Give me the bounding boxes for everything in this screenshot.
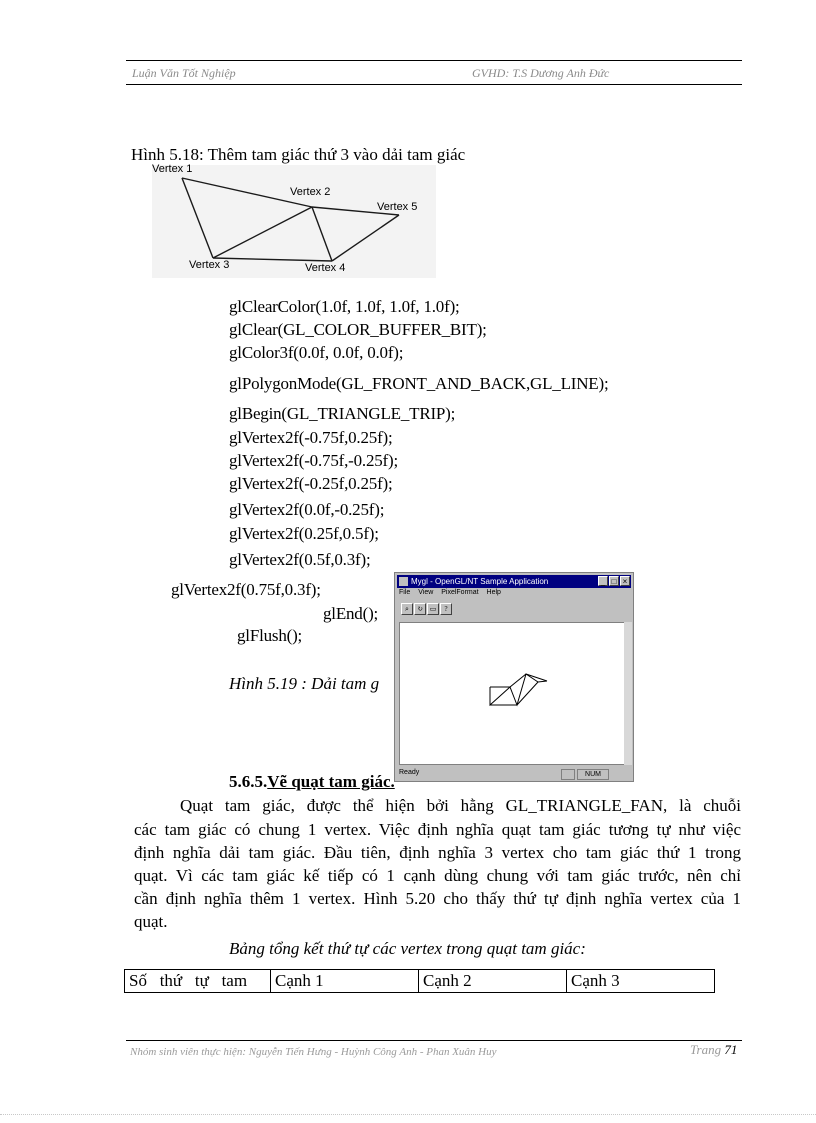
menu-pixelformat: PixelFormat (441, 589, 479, 596)
menu-file: File (399, 589, 411, 596)
figure-518-diagram (152, 165, 436, 278)
help-icon: ? (440, 603, 452, 615)
close-icon: × (620, 576, 630, 586)
table-caption: Bảng tổng kết thứ tự các vertex trong quạt tam giác: (229, 939, 586, 958)
menu-view: View (418, 589, 434, 596)
table-header-cell: Cạnh 2 (419, 970, 567, 993)
code-line: glVertex2f(0.5f,0.3f); (229, 550, 371, 569)
status-num: NUM (577, 769, 609, 780)
figure-518-caption: Hình 5.18: Thêm tam giác thứ 3 vào dải tam giác (131, 145, 466, 164)
code-line: glFlush(); (237, 626, 303, 645)
header-bottom-rule (126, 84, 742, 85)
page-bottom-border (0, 1114, 816, 1115)
window-menu-bar (399, 589, 507, 596)
vertex-1-label: Vertex 1 (152, 163, 193, 175)
section-number: 5.6.5. (229, 772, 268, 791)
fullscreen-icon: ▭ (427, 603, 439, 615)
code-line: glVertex2f(-0.75f,-0.25f); (229, 451, 398, 470)
page-number: 71 (724, 1042, 738, 1057)
table-header-cell: Cạnh 1 (271, 970, 419, 993)
paragraph-line: quạt. (134, 912, 168, 931)
maximize-icon: □ (609, 576, 619, 586)
window-title: Mygl - OpenGL/NT Sample Application (411, 577, 549, 586)
code-line: glVertex2f(0.25f,0.5f); (229, 524, 379, 543)
vertex-2-label: Vertex 2 (290, 186, 331, 198)
table-header-cell: Cạnh 3 (567, 970, 715, 993)
footer-rule (126, 1040, 742, 1041)
code-line: glBegin(GL_TRIANGLE_TRIP); (229, 404, 456, 423)
page-label: Trang (690, 1042, 722, 1057)
paragraph-line: Quạt tam giác, được thể hiện bởi hằng GL_TRIANGLE_FAN, là chuỗi (180, 796, 741, 815)
window-title-bar (397, 575, 631, 588)
section-heading (229, 772, 395, 792)
paragraph-line: cần định nghĩa thêm 1 vertex. Hình 5.20 cho thấy thứ tự định nghĩa vertex của 1 (134, 889, 741, 908)
code-line: glClear(GL_COLOR_BUFFER_BIT); (229, 320, 487, 339)
paragraph-line: các tam giác có chung 1 vertex. Việc định nghĩa quạt tam giác tương tự như việc (134, 820, 741, 839)
vertex-5-label: Vertex 5 (377, 201, 418, 213)
header-left: Luận Văn Tốt Nghiệp (132, 66, 236, 80)
code-line: glVertex2f(0.75f,0.3f); (171, 580, 321, 599)
vertex-4-label: Vertex 4 (305, 262, 346, 274)
header-right: GVHD: T.S Dương Anh Đức (472, 66, 610, 80)
minimize-icon: _ (598, 576, 608, 586)
rotate-icon: ↻ (414, 603, 426, 615)
footer-page (690, 1042, 737, 1058)
paragraph-line: định nghĩa dải tam giác. Đầu tiên, định nghĩa 3 vertex cho tam giác thứ 1 trong (134, 843, 741, 862)
zoom-icon: ⌕ (401, 603, 413, 615)
section-title: Vẽ quạt tam giác. (267, 772, 395, 791)
vertex-order-table (124, 969, 715, 993)
status-cell (561, 769, 575, 780)
footer-left: Nhóm sinh viên thực hiện: Nguyễn Tiến Hưng - Huỳnh Công Anh - Phan Xuân Huy (130, 1046, 497, 1058)
code-line: glVertex2f(0.0f,-0.25f); (229, 500, 385, 519)
figure-519-caption: Hình 5.19 : Dải tam g (229, 674, 380, 693)
code-line: glColor3f(0.0f, 0.0f, 0.0f); (229, 343, 404, 362)
menu-help: Help (486, 589, 501, 596)
code-line: glVertex2f(-0.25f,0.25f); (229, 474, 393, 493)
triangle-strip-drawing (490, 674, 547, 705)
window-scrollbar (624, 622, 632, 765)
window-status-bar (397, 769, 631, 780)
paragraph-line: quạt. Vì các tam giác kế tiếp có 1 cạnh dùng chung với tam giác trước, nên chỉ (134, 866, 741, 885)
opengl-render-area (399, 622, 628, 765)
code-line: glVertex2f(-0.75f,0.25f); (229, 428, 393, 447)
app-window-screenshot (394, 572, 634, 782)
header-top-rule (126, 60, 742, 61)
app-icon (399, 577, 408, 586)
table-header-cell: Số thứ tự tam (125, 970, 271, 993)
code-line: glPolygonMode(GL_FRONT_AND_BACK,GL_LINE); (229, 374, 609, 393)
code-line: glClearColor(1.0f, 1.0f, 1.0f, 1.0f); (229, 297, 460, 316)
vertex-3-label: Vertex 3 (189, 259, 230, 271)
table-header-row (125, 970, 715, 993)
code-line: glEnd(); (323, 604, 379, 623)
status-ready: Ready (399, 769, 420, 776)
